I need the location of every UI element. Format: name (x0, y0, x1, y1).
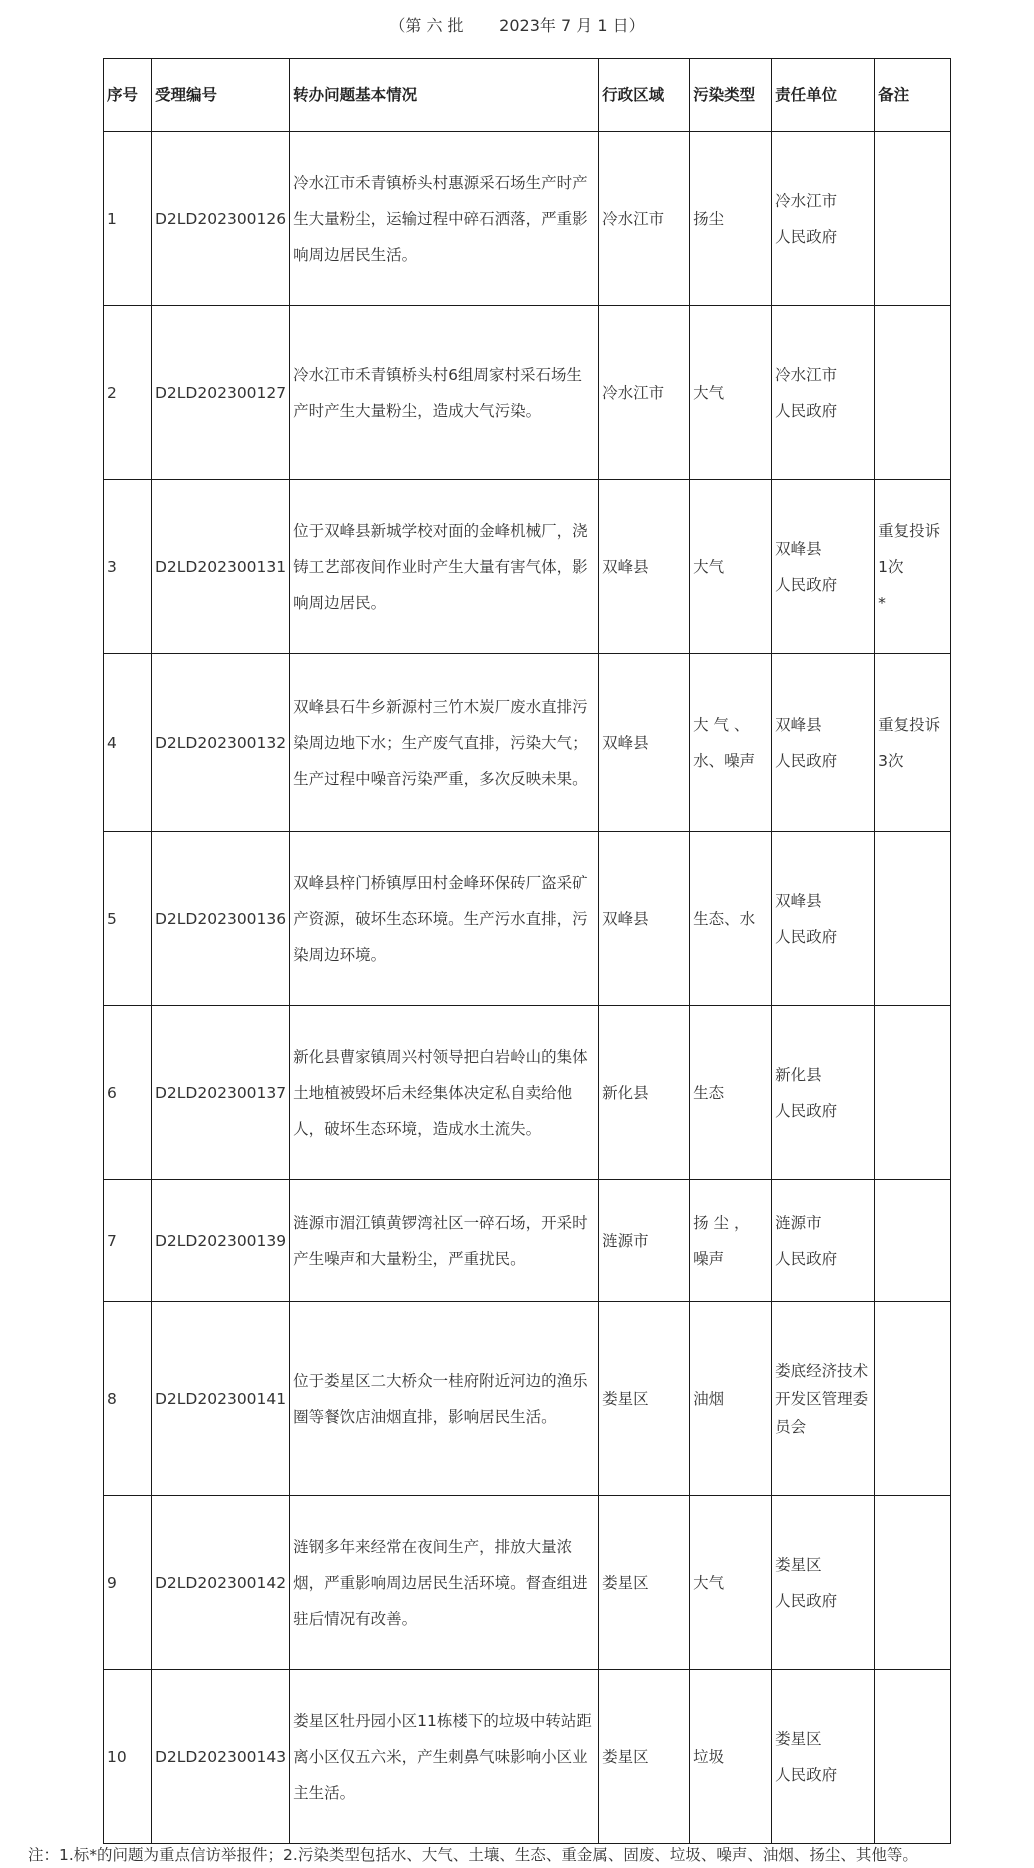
responsible-unit-line: 人民政府 (775, 751, 838, 770)
complaint-description-cell: 冷水江市禾青镇桥头村惠源采石场生产时产生大量粉尘，运输过程中碎石洒落，严重影响周边居民生活。 (290, 132, 599, 306)
complaint-description-cell: 冷水江市禾青镇桥头村6组周家村采石场生产时产生大量粉尘，造成大气污染。 (290, 306, 599, 480)
responsible-unit-line: 人民政府 (775, 1591, 838, 1610)
responsible-unit-line: 双峰县 (775, 539, 822, 558)
footnote: 注：1.标*的问题为重点信访举报件；2.污染类型包括水、大气、土壤、生态、重金属、固废、垃圾、噪声、油烟、扬尘、其他等。 (28, 1846, 918, 1864)
acceptance-code-cell: D2LD202300127 (152, 306, 290, 480)
pollution-type-cell: 垃圾 (690, 1670, 772, 1844)
row-number-cell: 2 (104, 306, 152, 480)
remark-cell (875, 1302, 951, 1496)
remark-cell (875, 306, 951, 480)
responsible-unit-line: 人民政府 (775, 1101, 838, 1120)
responsible-unit-line: 娄星区 (775, 1555, 822, 1574)
responsible-unit-line: 冷水江市 (775, 365, 838, 384)
region-cell: 冷水江市 (599, 132, 690, 306)
responsible-unit-line: 涟源市 (775, 1213, 822, 1232)
region-cell: 新化县 (599, 1006, 690, 1180)
table-row (104, 1006, 951, 1180)
column-header-unit: 责任单位 (772, 59, 875, 132)
pollution-type-cell: 油烟 (690, 1302, 772, 1496)
row-number-cell: 1 (104, 132, 152, 306)
table-row (104, 1496, 951, 1670)
responsible-unit-line: 娄星区 (775, 1729, 822, 1748)
batch-header (0, 14, 1034, 38)
region-cell: 双峰县 (599, 654, 690, 832)
responsible-unit-cell (772, 480, 875, 654)
responsible-unit-cell (772, 654, 875, 832)
responsible-unit-cell (772, 1180, 875, 1302)
remark-cell (875, 132, 951, 306)
row-number-cell: 5 (104, 832, 152, 1006)
row-number-cell: 7 (104, 1180, 152, 1302)
pollution-type-cell: 扬 尘 ， 噪声 (690, 1180, 772, 1302)
remark-text: 重复投诉1次 (878, 521, 941, 576)
region-cell: 娄星区 (599, 1670, 690, 1844)
responsible-unit-line: 人民政府 (775, 575, 838, 594)
acceptance-code-cell: D2LD202300142 (152, 1496, 290, 1670)
pollution-type-cell: 大 气 、水、噪声 (690, 654, 772, 832)
table-row (104, 1302, 951, 1496)
complaint-description-cell: 涟源市湄江镇黄锣湾社区一碎石场，开采时产生噪声和大量粉尘，严重扰民。 (290, 1180, 599, 1302)
remark-cell (875, 832, 951, 1006)
responsible-unit-cell (772, 1670, 875, 1844)
responsible-unit-line: 冷水江市 (775, 191, 838, 210)
remark-cell (875, 1180, 951, 1302)
region-cell: 冷水江市 (599, 306, 690, 480)
region-cell: 涟源市 (599, 1180, 690, 1302)
responsible-unit-line: 人民政府 (775, 927, 838, 946)
acceptance-code-cell: D2LD202300132 (152, 654, 290, 832)
pollution-type-cell: 大气 (690, 480, 772, 654)
responsible-unit-line: 人民政府 (775, 1765, 838, 1784)
remark-cell (875, 480, 951, 654)
complaint-description-cell: 位于双峰县新城学校对面的金峰机械厂，浇铸工艺部夜间作业时产生大量有害气体，影响周边居民。 (290, 480, 599, 654)
column-header-region: 行政区域 (599, 59, 690, 132)
table-row (104, 132, 951, 306)
pollution-type-cell: 生态 (690, 1006, 772, 1180)
responsible-unit-line: 人民政府 (775, 401, 838, 420)
acceptance-code-cell: D2LD202300141 (152, 1302, 290, 1496)
region-cell: 双峰县 (599, 832, 690, 1006)
remark-cell (875, 654, 951, 832)
row-number-cell: 9 (104, 1496, 152, 1670)
table-header-row (104, 59, 951, 132)
pollution-type-cell: 扬尘 (690, 132, 772, 306)
region-cell: 娄星区 (599, 1302, 690, 1496)
key-case-marker: * (878, 593, 886, 612)
column-header-code: 受理编号 (152, 59, 290, 132)
batch-date: 2023年 7 月 1 日） (499, 16, 645, 35)
table-row (104, 480, 951, 654)
region-cell: 双峰县 (599, 480, 690, 654)
pollution-type-cell: 大气 (690, 306, 772, 480)
column-header-desc: 转办问题基本情况 (290, 59, 599, 132)
acceptance-code-cell: D2LD202300137 (152, 1006, 290, 1180)
complaint-description-cell: 双峰县梓门桥镇厚田村金峰环保砖厂盗采矿产资源，破坏生态环境。生产污水直排，污染周边环境。 (290, 832, 599, 1006)
table-row (104, 306, 951, 480)
row-number-cell: 10 (104, 1670, 152, 1844)
column-header-note: 备注 (875, 59, 951, 132)
responsible-unit-line: 新化县 (775, 1065, 822, 1084)
row-number-cell: 6 (104, 1006, 152, 1180)
region-cell: 娄星区 (599, 1496, 690, 1670)
responsible-unit-line: 双峰县 (775, 715, 822, 734)
complaint-description-cell: 娄星区牡丹园小区11栋楼下的垃圾中转站距离小区仅五六米，产生刺鼻气味影响小区业主生活。 (290, 1670, 599, 1844)
column-header-no: 序号 (104, 59, 152, 132)
acceptance-code-cell: D2LD202300136 (152, 832, 290, 1006)
responsible-unit-line: 娄底经济技术开发区管理委员会 (775, 1361, 869, 1436)
responsible-unit-cell (772, 132, 875, 306)
remark-text: 重复投诉3次 (878, 715, 941, 770)
column-header-type: 污染类型 (690, 59, 772, 132)
responsible-unit-cell (772, 1006, 875, 1180)
batch-label: （第 六 批 (389, 16, 464, 35)
responsible-unit-line: 人民政府 (775, 1249, 838, 1268)
responsible-unit-cell (772, 832, 875, 1006)
complaint-description-cell: 新化县曹家镇周兴村领导把白岩岭山的集体土地植被毁坏后未经集体决定私自卖给他人，破坏生态环境，造成水土流失。 (290, 1006, 599, 1180)
table-row (104, 832, 951, 1006)
complaint-description-cell: 双峰县石牛乡新源村三竹木炭厂废水直排污染周边地下水；生产废气直排，污染大气；生产过程中噪音污染严重，多次反映未果。 (290, 654, 599, 832)
responsible-unit-line: 双峰县 (775, 891, 822, 910)
table-row (104, 1180, 951, 1302)
responsible-unit-cell (772, 1302, 875, 1496)
acceptance-code-cell: D2LD202300143 (152, 1670, 290, 1844)
complaint-description-cell: 涟钢多年来经常在夜间生产，排放大量浓烟，严重影响周边居民生活环境。督查组进驻后情况有改善。 (290, 1496, 599, 1670)
responsible-unit-cell (772, 306, 875, 480)
acceptance-code-cell: D2LD202300139 (152, 1180, 290, 1302)
pollution-type-cell: 大气 (690, 1496, 772, 1670)
responsible-unit-line: 人民政府 (775, 227, 838, 246)
acceptance-code-cell: D2LD202300131 (152, 480, 290, 654)
pollution-type-cell: 生态、水 (690, 832, 772, 1006)
table-row (104, 1670, 951, 1844)
responsible-unit-cell (772, 1496, 875, 1670)
remark-cell (875, 1670, 951, 1844)
row-number-cell: 3 (104, 480, 152, 654)
row-number-cell: 8 (104, 1302, 152, 1496)
complaint-description-cell: 位于娄星区二大桥众一桂府附近河边的渔乐圈等餐饮店油烟直排，影响居民生活。 (290, 1302, 599, 1496)
acceptance-code-cell: D2LD202300126 (152, 132, 290, 306)
complaints-table (103, 58, 951, 1844)
remark-cell (875, 1496, 951, 1670)
row-number-cell: 4 (104, 654, 152, 832)
table-row (104, 654, 951, 832)
remark-cell (875, 1006, 951, 1180)
